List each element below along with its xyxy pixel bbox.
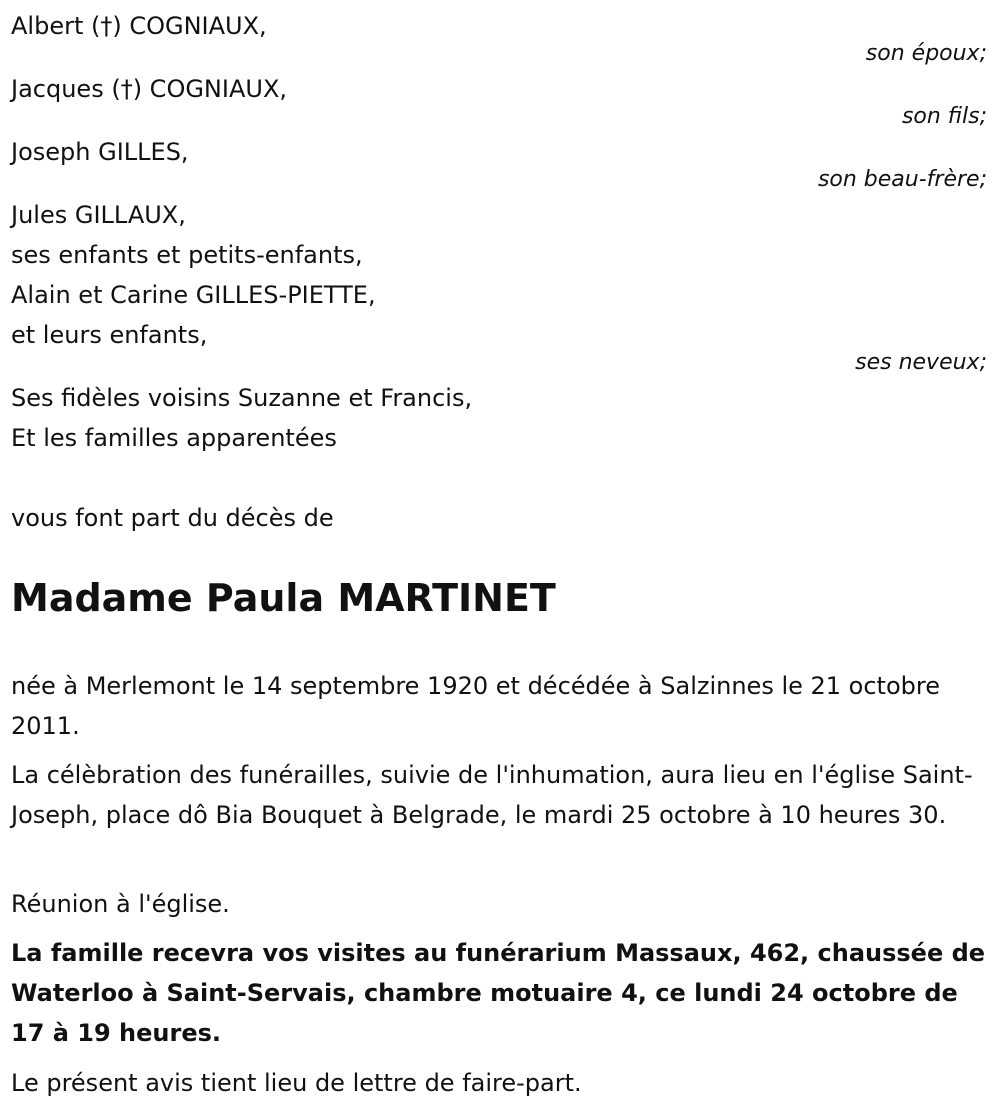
family-role: ses neveux; xyxy=(855,350,987,375)
family-group-nephews xyxy=(11,195,987,375)
family-member-name: Joseph GILLES, xyxy=(11,138,189,166)
meeting-paragraph: Réunion à l'église. xyxy=(11,890,230,918)
family-role: son fils; xyxy=(901,104,987,129)
family-role: son époux; xyxy=(865,41,987,66)
family-member-name: Jacques (†) COGNIAUX, xyxy=(11,75,288,103)
announcement-text: vous font part du décès de xyxy=(11,504,334,532)
ceremony-paragraph: La célèbration des funérailles, suivie de l'inhumation, aura lieu en l'église Saint-Joseph, place dô Bia Bouquet à Belgrade, le mardi 25 octobre à 10 heures 30. xyxy=(11,761,973,829)
family-member-name: Albert (†) COGNIAUX, xyxy=(11,12,267,40)
announcement xyxy=(11,498,987,538)
others-line: Et les familles apparentées xyxy=(11,424,337,452)
family-role: son beau-frère; xyxy=(817,167,987,192)
notice-paragraph: Le présent avis tient lieu de lettre de faire-part. xyxy=(11,1069,582,1097)
family-group-spouse xyxy=(11,6,987,66)
family-member-line: Alain et Carine GILLES-PIETTE, xyxy=(11,281,376,309)
deceased-name: Madame Paula MARTINET xyxy=(11,576,556,620)
family-group-brother-in-law xyxy=(11,132,987,192)
visits-paragraph: La famille recevra vos visites au funérarium Massaux, 462, chaussée de Waterloo à Saint-Servais, chambre motuaire 4, ce lundi 24 octobre de 17 à 19 heures. xyxy=(11,939,986,1047)
family-member-line: et leurs enfants, xyxy=(11,321,208,349)
family-member-name: Jules GILLAUX, xyxy=(11,201,186,229)
family-member-line: ses enfants et petits-enfants, xyxy=(11,241,363,269)
birth-death-paragraph: née à Merlemont le 14 septembre 1920 et décédée à Salzinnes le 21 octobre 2011. xyxy=(11,672,940,740)
others-line: Ses fidèles voisins Suzanne et Francis, xyxy=(11,384,473,412)
others-group xyxy=(11,378,987,458)
family-group-son xyxy=(11,69,987,129)
